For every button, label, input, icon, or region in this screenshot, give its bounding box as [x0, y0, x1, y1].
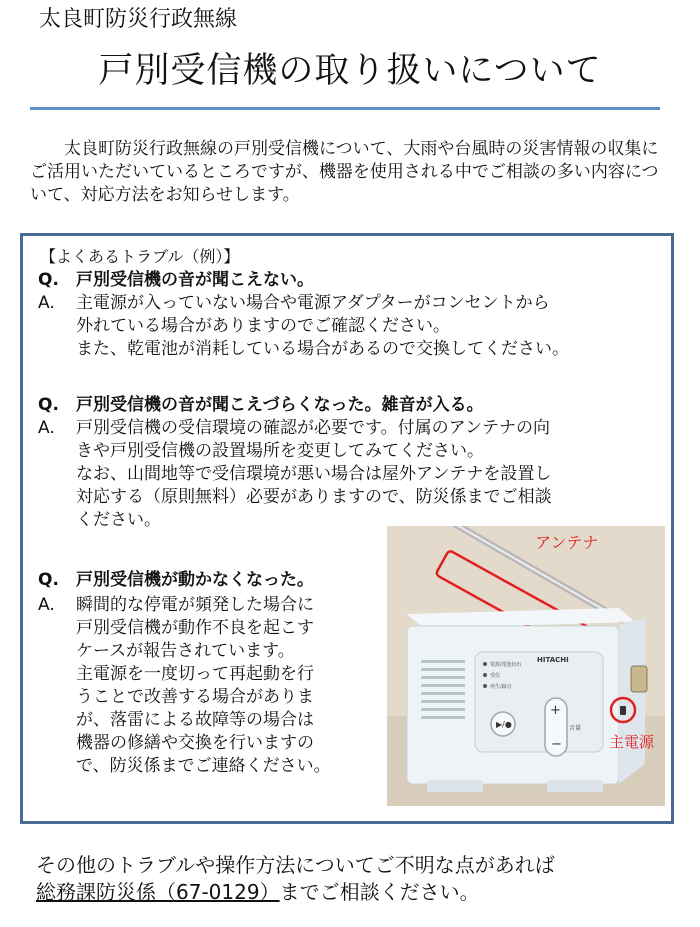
question-text: 戸別受信機の音が聞こえづらくなった。雑音が入る。 [76, 395, 484, 415]
power-label: 主電源 [609, 733, 655, 751]
answer-line: 外れている場合がありますのでご確認ください。 [76, 316, 450, 336]
svg-text:電源/電池切れ: 電源/電池切れ [490, 662, 522, 668]
svg-text:+: + [550, 703, 561, 718]
faq-label: 【よくあるトラブル（例）】 [40, 247, 240, 266]
svg-text:音量: 音量 [569, 725, 582, 732]
answer-line: きや戸別受信機の設置場所を変更してみてください。 [76, 441, 484, 461]
q-mark: Q. [38, 270, 59, 290]
a-mark: A. [38, 595, 55, 615]
page-title: 戸別受信機の取り扱いについて [98, 51, 602, 91]
brand-label: HITACHI [537, 656, 569, 664]
a-mark: A. [38, 418, 55, 438]
question-text: 戸別受信機の音が聞こえない。 [76, 270, 314, 290]
svg-text:受信: 受信 [490, 673, 501, 679]
intro-paragraph: 太良町防災行政無線の戸別受信機について、大雨や台風時の災害情報の収集にご活用いただいているところですが、機器を使用される中でご相談の多い内容について、対応方法をお知らせします。 [30, 139, 659, 205]
answer-2 [38, 417, 552, 532]
answer-line: で、防災係までご連絡ください。 [76, 756, 331, 776]
power-switch [620, 706, 626, 715]
q-mark: Q. [38, 395, 59, 415]
answer-line: うことで改善する場合がありま [76, 687, 314, 707]
faq-box [20, 233, 674, 824]
answer-3 [38, 594, 331, 778]
answer-line: 瞬間的な停電が頻発した場合に [76, 595, 314, 615]
svg-text:−: − [551, 737, 562, 752]
answer-line: 主電源が入っていない場合や電源アダプターがコンセントから [76, 293, 550, 313]
question-text: 戸別受信機が動かなくなった。 [76, 570, 314, 590]
answer-line: 戸別受信機が動作不良を起こす [76, 618, 314, 638]
contact-info: 総務課防災係（67-0129） [36, 880, 280, 904]
answer-line: なお、山間地等で受信環境が悪い場合は屋外アンテナを設置し [76, 464, 552, 484]
question-1 [38, 269, 314, 292]
question-2 [38, 394, 484, 417]
svg-text:再生/録音: 再生/録音 [490, 684, 512, 690]
antenna-label: アンテナ [535, 533, 599, 552]
answer-line: 対応する（原則無料）必要がありますので、防災係までご相談 [76, 487, 552, 507]
a-mark: A. [38, 293, 55, 313]
organization-name: 太良町防災行政無線 [39, 7, 238, 32]
receiver-illustration [387, 526, 665, 806]
answer-line: また、乾電池が消耗している場合があるので交換してください。 [76, 339, 569, 359]
footer-line-2: までご相談ください。 [279, 880, 480, 904]
title-divider [30, 107, 660, 110]
answer-line: が、落雷による故障等の場合は [76, 710, 314, 730]
answer-line: 主電源を一度切って再起動を行 [76, 664, 314, 684]
q-mark: Q. [38, 570, 59, 590]
answer-line: ケースが報告されています。 [76, 641, 295, 661]
svg-text:▶/●: ▶/● [496, 720, 512, 729]
footer-note [36, 852, 676, 906]
answer-line: ください。 [76, 510, 161, 530]
answer-line: 戸別受信機の受信環境の確認が必要です。付属のアンテナの向 [76, 418, 550, 438]
question-3 [38, 569, 314, 592]
answer-1 [38, 292, 569, 361]
footer-line-1: その他のトラブルや操作方法についてご不明な点があれば [36, 853, 555, 877]
answer-line: 機器の修繕や交換を行いますの [76, 733, 314, 753]
receiver-photo [387, 526, 665, 806]
